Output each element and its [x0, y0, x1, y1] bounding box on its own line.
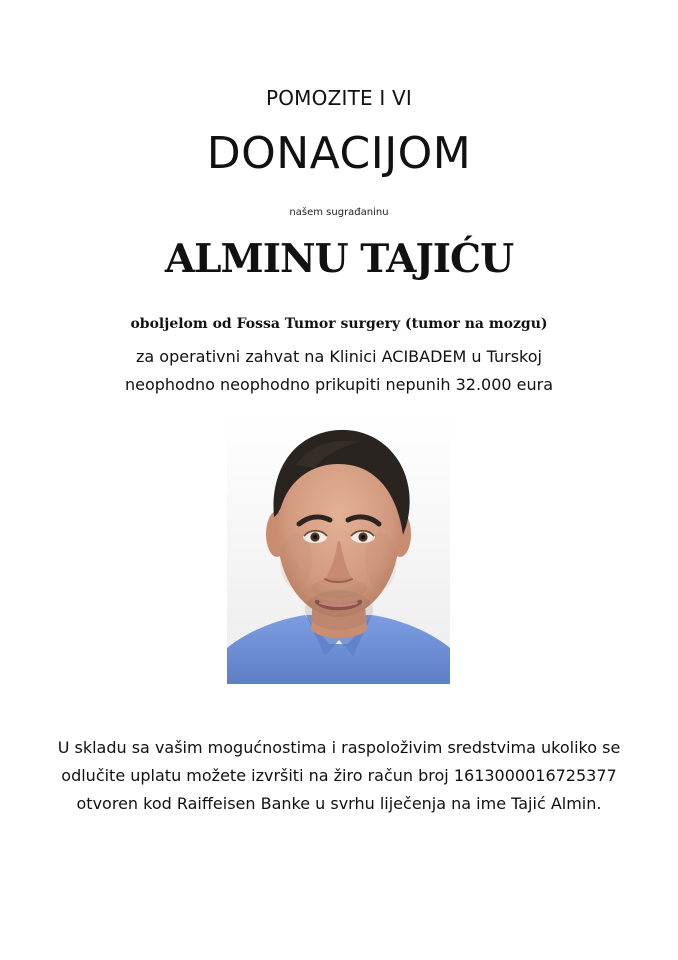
purpose-line-1: za operativni zahvat na Klinici ACIBADEM u Turskoj [136, 347, 542, 366]
person-name: ALMINU TAJIĆU [164, 236, 514, 282]
portrait-photo [227, 412, 450, 684]
kicker-text: POMOZITE I VI [265, 86, 413, 110]
bottom-line-1: U skladu sa vašim mogućnostima i raspoloživim sredstvima ukoliko se [57, 738, 621, 757]
headline: DONACIJOM [206, 128, 472, 179]
intro-line: našem sugrađaninu [289, 207, 389, 218]
bottom-line-2: odlučite uplatu možete izvršiti na žiro račun broj 1613000016725377 [61, 766, 617, 785]
purpose-line-2: neophodno neophodno prikupiti nepunih 32.000 eura [124, 375, 554, 394]
bottom-line-3: otvoren kod Raiffeisen Banke u svrhu liječenja na ime Tajić Almin. [76, 794, 602, 813]
illness-line: oboljelom od Fossa Tumor surgery (tumor na mozgu) [130, 316, 548, 332]
